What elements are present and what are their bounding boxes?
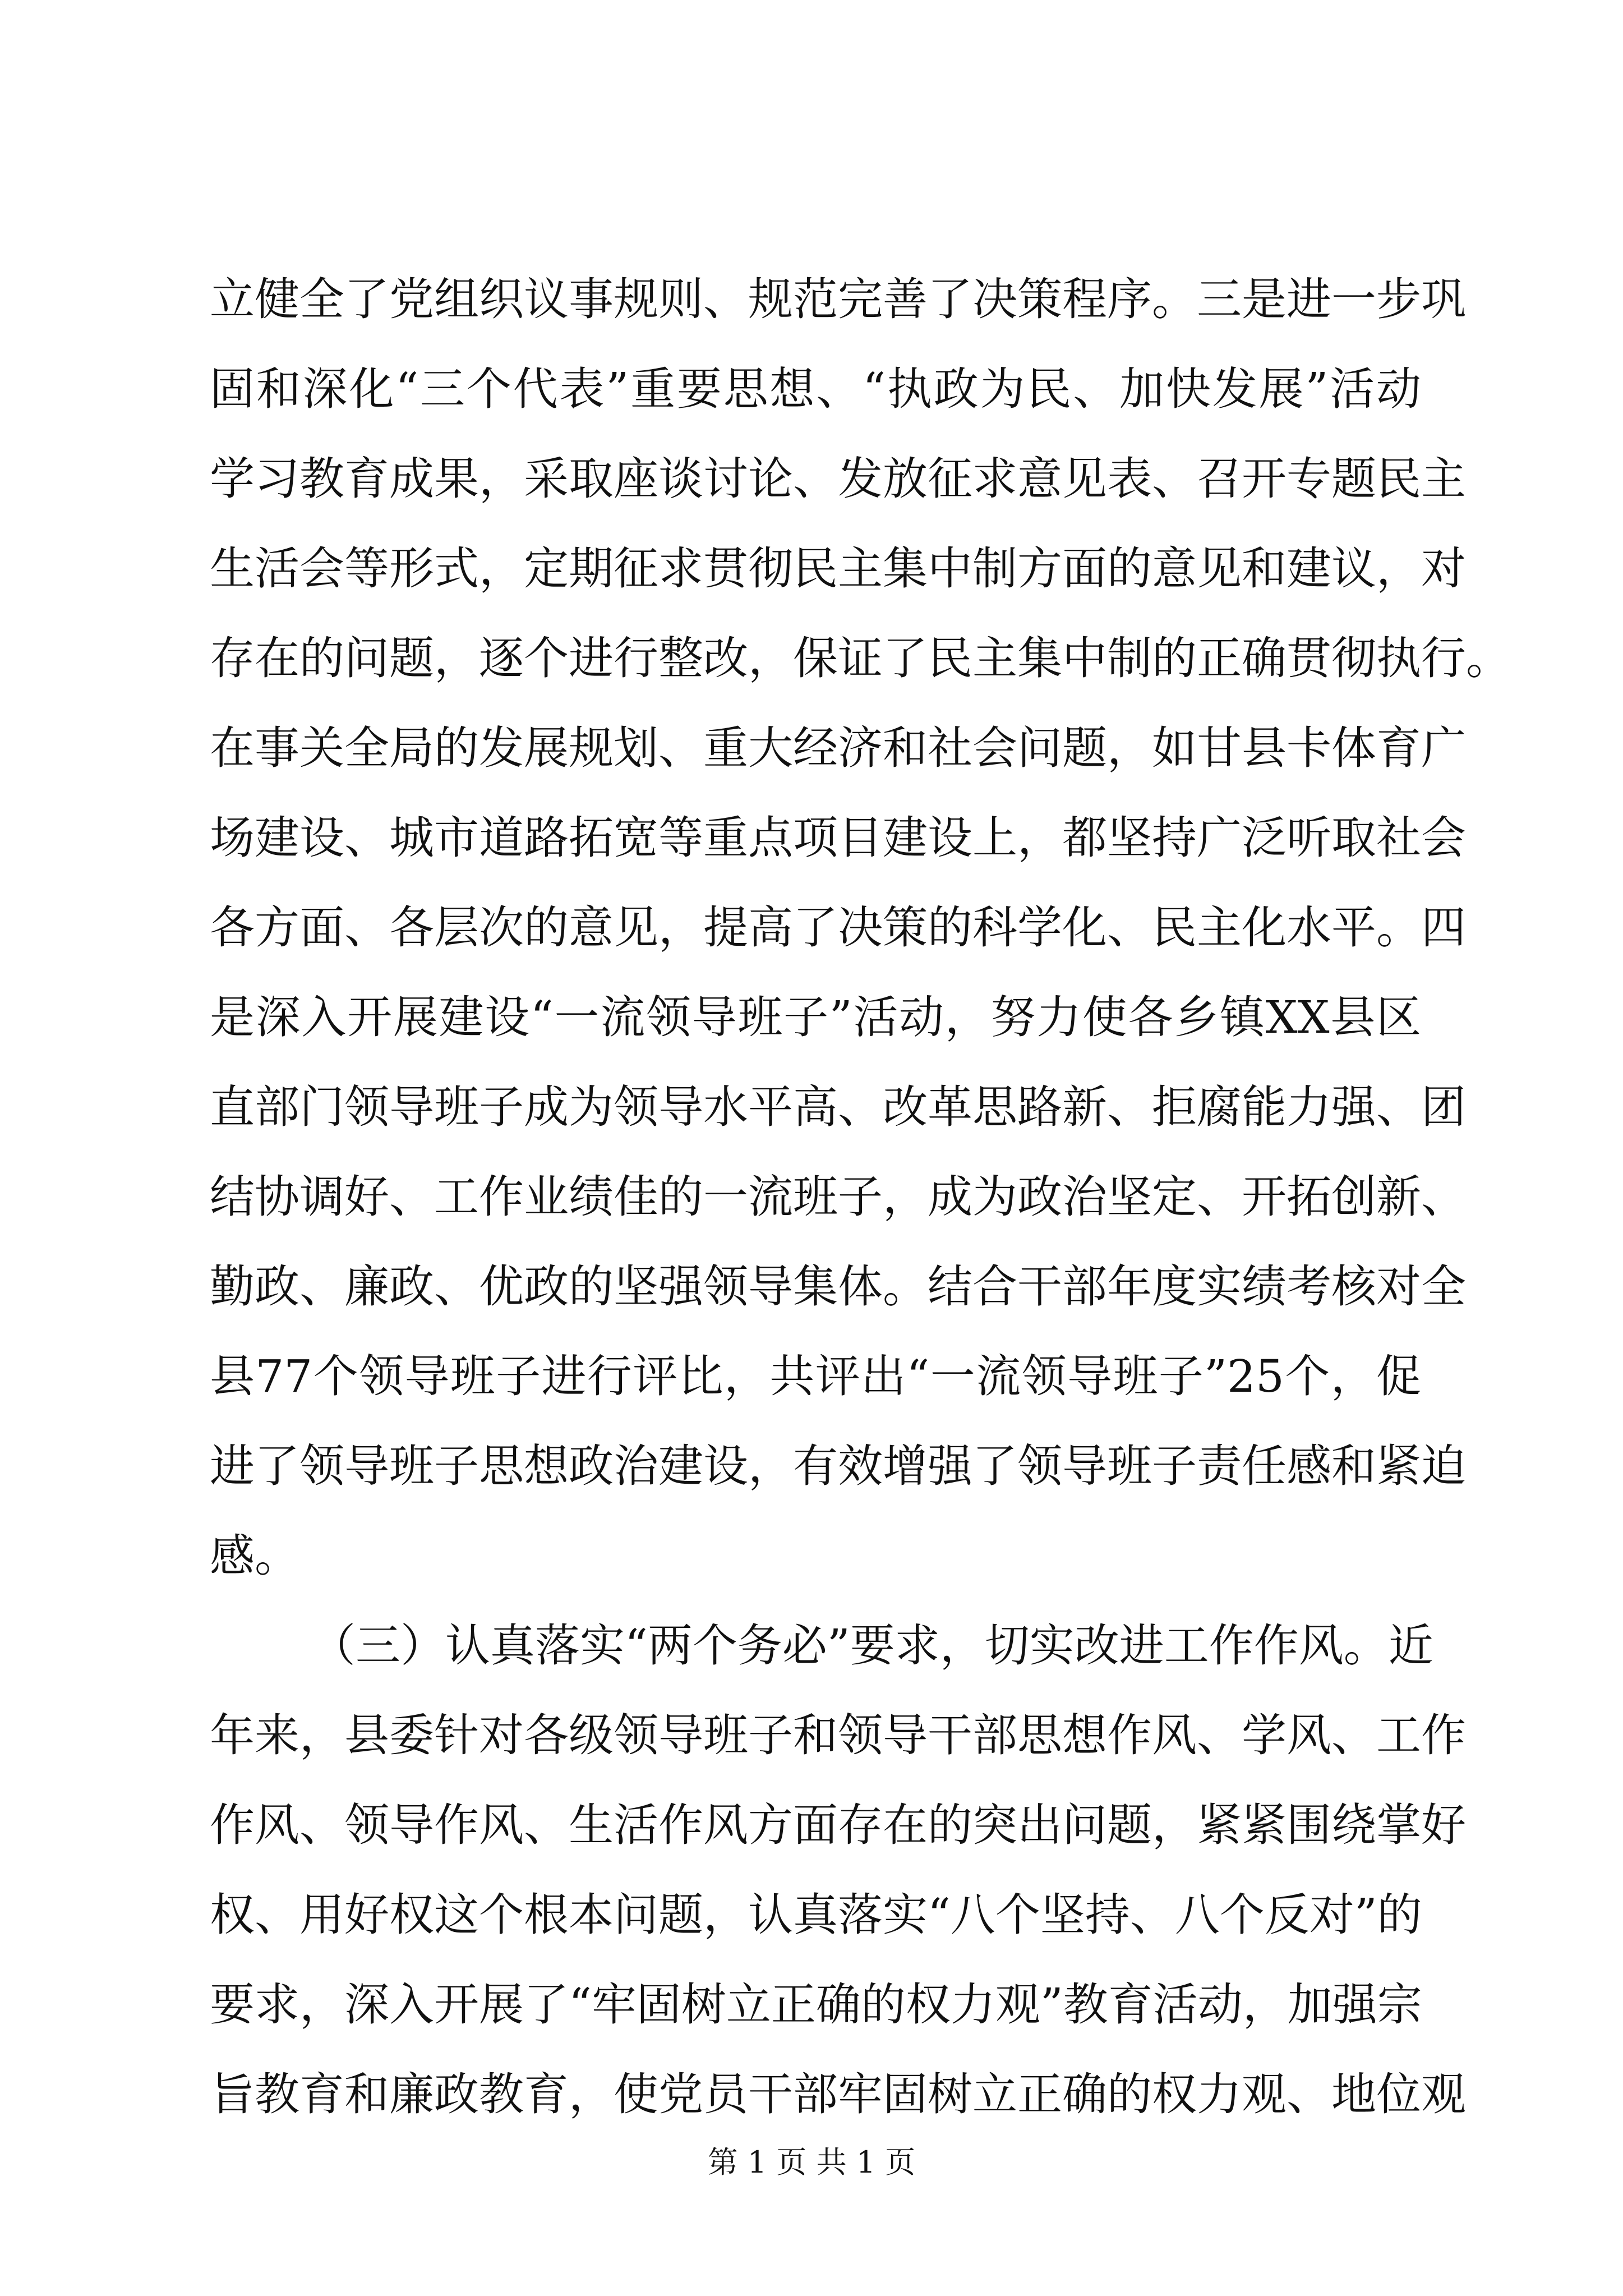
paragraph-line: 旨教育和廉政教育，使党员干部牢固树立正确的权力观、地位观	[210, 2068, 1466, 2120]
paragraph-line: 直部门领导班子成为领导水平高、改革思路新、拒腐能力强、团	[210, 1081, 1466, 1133]
paragraph-line: 要求，深入开展了“牢固树立正确的权力观”教育活动，加强宗	[210, 1978, 1422, 2031]
page-number-footer: 第 1 页 共 1 页	[707, 2145, 916, 2180]
paragraph-line: 作风、领导作风、生活作风方面存在的突出问题，紧紧围绕掌好	[210, 1799, 1466, 1851]
paragraph-line: （三）认真落实“两个务必”要求，切实改进工作作风。近	[311, 1619, 1433, 1672]
paragraph-line: 学习教育成果，采取座谈讨论、发放征求意见表、召开专题民主	[210, 453, 1466, 505]
paragraph-line: 进了领导班子思想政治建设，有效增强了领导班子责任感和紧迫	[210, 1440, 1466, 1492]
paragraph-line: 立健全了党组织议事规则、规范完善了决策程序。三是进一步巩	[210, 273, 1466, 325]
paragraph-line: 勤政、廉政、优政的坚强领导集体。结合干部年度实绩考核对全	[210, 1260, 1466, 1313]
paragraph-line: 固和深化“三个代表”重要思想、“执政为民、加快发展”活动	[210, 363, 1421, 415]
paragraph-line: 生活会等形式，定期征求贯彻民主集中制方面的意见和建议，对	[210, 542, 1466, 595]
paragraph-line: 结协调好、工作业绩佳的一流班子，成为政治坚定、开拓创新、	[210, 1171, 1466, 1223]
paragraph-line: 县77个领导班子进行评比，共评出“一流领导班子”25个，促	[210, 1350, 1421, 1402]
paragraph-line: 是深入开展建设“一流领导班子”活动，努力使各乡镇XX县区	[210, 991, 1421, 1043]
paragraph-line: 感。	[210, 1530, 299, 1582]
paragraph-line: 存在的问题，逐个进行整改，保证了民主集中制的正确贯彻执行。	[210, 632, 1511, 684]
paragraph-line: 权、用好权这个根本问题，认真落实“八个坚持、八个反对”的	[210, 1889, 1422, 1941]
paragraph-line: 场建设、城市道路拓宽等重点项目建设上，都坚持广泛听取社会	[210, 812, 1466, 864]
paragraph-line: 年来，县委针对各级领导班子和领导干部思想作风、学风、工作	[210, 1709, 1466, 1761]
paragraph-line: 各方面、各层次的意见，提高了决策的科学化、民主化水平。四	[210, 901, 1466, 954]
paragraph-line: 在事关全局的发展规划、重大经济和社会问题，如甘县卡体育广	[210, 722, 1466, 774]
